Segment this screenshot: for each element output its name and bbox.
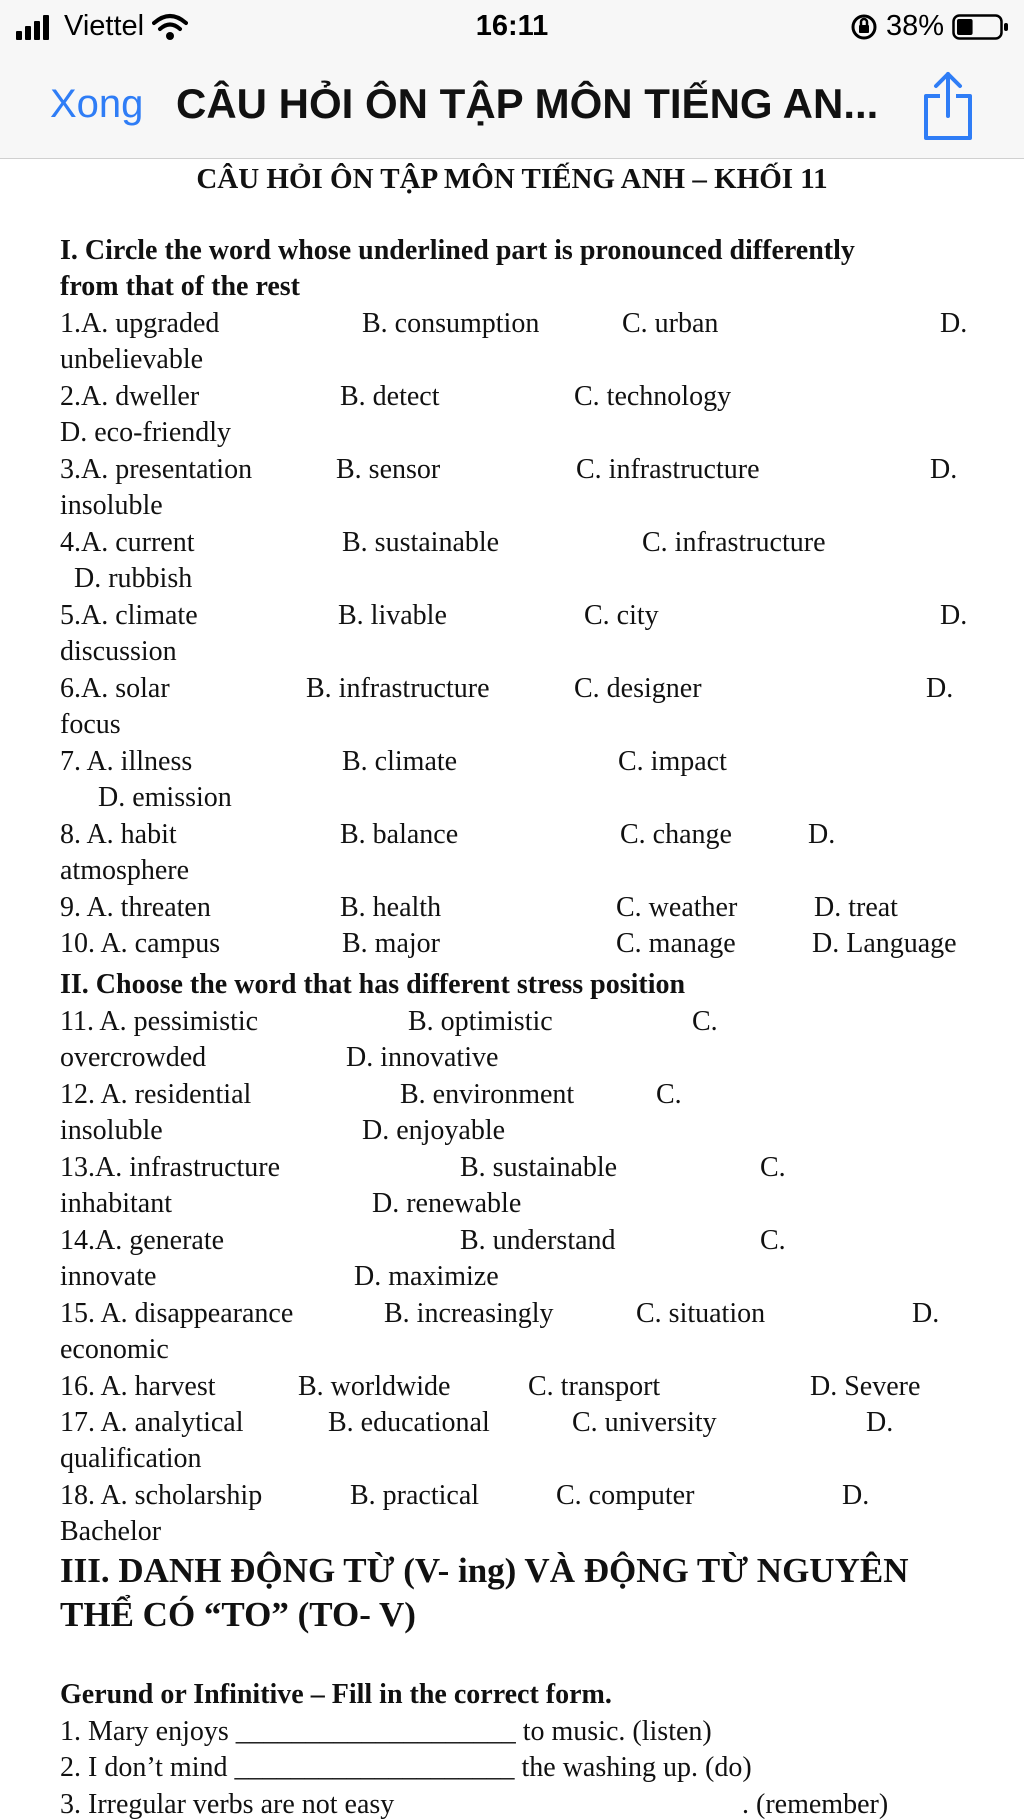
exercise-item: 1. Mary enjoys ____________________ to music. (listen) (60, 1716, 712, 1747)
question-row (0, 1152, 1024, 1188)
option-c: C. city (584, 600, 659, 631)
option-a: 5.A. climate (60, 600, 198, 631)
question-row (0, 819, 1024, 855)
option-d: D. (940, 600, 968, 631)
option-b: B. sustainable (460, 1152, 618, 1183)
question-row (0, 928, 1024, 964)
question-row (0, 308, 1024, 344)
option-d: D. (866, 1407, 894, 1438)
option-c: C. university (572, 1407, 717, 1438)
option-d: D. (842, 1480, 870, 1511)
share-button[interactable] (922, 70, 974, 147)
option-b: B. optimistic (408, 1006, 553, 1037)
option-c: C. designer (574, 673, 702, 704)
battery-icon (952, 13, 1010, 41)
question-wrap: D. rubbish (74, 563, 193, 594)
question-row (0, 1298, 1024, 1334)
exercise-item: 3. Irregular verbs are not easy . (remember) (60, 1789, 889, 1820)
option-d: D. (808, 819, 836, 850)
option-c: C. weather (616, 892, 738, 923)
question-wrap: atmosphere (60, 855, 190, 886)
question-row (0, 1079, 1024, 1115)
question-row (0, 381, 1024, 417)
nav-bar (0, 52, 1024, 159)
question-row (0, 1371, 1024, 1407)
option-d: D. (912, 1298, 940, 1329)
option-b: B. educational (328, 1407, 490, 1438)
question-wrap: innovate D. maximize (60, 1261, 499, 1292)
question-row (0, 1407, 1024, 1443)
section-heading: THỂ CÓ “TO” (TO- V) (60, 1595, 416, 1634)
section-heading: I. Circle the word whose underlined part is pronounced differently (60, 235, 855, 266)
option-a: 4.A. current (60, 527, 195, 558)
question-wrap: insoluble D. enjoyable (60, 1115, 506, 1146)
option-a: 6.A. solar (60, 673, 170, 704)
share-icon (922, 70, 974, 142)
option-b: B. infrastructure (306, 673, 490, 704)
option-b: B. balance (340, 819, 459, 850)
option-c: C. infrastructure (642, 527, 826, 558)
section-heading: II. Choose the word that has different stress position (60, 969, 686, 1000)
question-wrap: D. eco-friendly (60, 417, 232, 448)
exercise-item: 2. I don’t mind ____________________ the washing up. (do) (60, 1752, 752, 1783)
question-row (0, 1006, 1024, 1042)
option-a: 10. A. campus (60, 928, 221, 959)
option-b: B. sensor (336, 454, 441, 485)
question-wrap: overcrowded D. innovative (60, 1042, 499, 1073)
option-b: B. understand (460, 1225, 616, 1256)
section-heading: III. DANH ĐỘNG TỪ (V- ing) VÀ ĐỘNG TỪ NGUYÊN (60, 1551, 909, 1590)
option-d: D. Severe (810, 1371, 921, 1402)
option-c: C. infrastructure (576, 454, 760, 485)
question-wrap: discussion (60, 636, 177, 667)
carrier-name: Viettel (64, 10, 145, 42)
question-row (0, 892, 1024, 928)
status-bar (0, 0, 1024, 52)
status-time: 16:11 (475, 10, 549, 42)
option-b: B. major (342, 928, 440, 959)
question-wrap: economic (60, 1334, 169, 1365)
option-c: C. transport (528, 1371, 661, 1402)
option-c: C. urban (622, 308, 719, 339)
option-c: C. (656, 1079, 682, 1110)
option-c: C. impact (618, 746, 727, 777)
option-a: 9. A. threaten (60, 892, 211, 923)
option-a: 17. A. analytical (60, 1407, 244, 1438)
question-row (0, 746, 1024, 782)
option-a: 8. A. habit (60, 819, 177, 850)
option-b: B. practical (350, 1480, 480, 1511)
option-b: B. livable (338, 600, 447, 631)
orientation-lock-icon (850, 13, 878, 41)
option-a: 12. A. residential (60, 1079, 252, 1110)
option-b: B. increasingly (384, 1298, 554, 1329)
option-c: C. (760, 1152, 786, 1183)
question-row (0, 1225, 1024, 1261)
battery-percent: 38% (885, 10, 944, 42)
question-row (0, 1480, 1024, 1516)
question-wrap: D. emission (98, 782, 232, 813)
option-a: 13.A. infrastructure (60, 1152, 281, 1183)
option-b: B. health (340, 892, 442, 923)
option-a: 2.A. dweller (60, 381, 200, 412)
option-b: B. worldwide (298, 1371, 451, 1402)
question-row (0, 454, 1024, 490)
section-heading: from that of the rest (60, 271, 301, 302)
question-wrap: unbelievable (60, 344, 204, 375)
question-wrap: insoluble (60, 490, 163, 521)
document-title: CÂU HỎI ÔN TẬP MÔN TIẾNG AN... (176, 80, 879, 127)
question-row (0, 673, 1024, 709)
option-a: 14.A. generate (60, 1225, 225, 1256)
done-button[interactable]: Xong (50, 82, 144, 126)
option-a: 3.A. presentation (60, 454, 253, 485)
option-d: D. (940, 308, 968, 339)
option-d: D. treat (814, 892, 898, 923)
option-c: C. change (620, 819, 732, 850)
option-a: 1.A. upgraded (60, 308, 220, 339)
question-wrap: qualification (60, 1443, 202, 1474)
question-wrap: Bachelor (60, 1516, 162, 1547)
option-d: D. (930, 454, 958, 485)
option-c: C. situation (636, 1298, 766, 1329)
option-c: C. (692, 1006, 718, 1037)
option-a: 16. A. harvest (60, 1371, 216, 1402)
page-title: CÂU HỎI ÔN TẬP MÔN TIẾNG ANH – KHỐI 11 (196, 163, 828, 195)
option-c: C. computer (556, 1480, 695, 1511)
option-b: B. climate (342, 746, 458, 777)
option-a: 11. A. pessimistic (60, 1006, 259, 1037)
status-right (850, 10, 1010, 43)
option-c: C. manage (616, 928, 736, 959)
option-d: D. (926, 673, 954, 704)
option-a: 15. A. disappearance (60, 1298, 294, 1329)
option-a: 18. A. scholarship (60, 1480, 263, 1511)
question-row (0, 527, 1024, 563)
option-c: C. (760, 1225, 786, 1256)
option-b: B. detect (340, 381, 440, 412)
option-a: 7. A. illness (60, 746, 193, 777)
option-b: B. sustainable (342, 527, 500, 558)
option-b: B. consumption (362, 308, 540, 339)
option-d: D. Language (812, 928, 957, 959)
option-b: B. environment (400, 1079, 575, 1110)
question-wrap: focus (60, 709, 121, 740)
document-page (0, 159, 1024, 1820)
exercise-instruction: Gerund or Infinitive – Fill in the correct form. (60, 1679, 612, 1710)
question-row (0, 600, 1024, 636)
option-c: C. technology (574, 381, 732, 412)
question-wrap: inhabitant D. renewable (60, 1188, 522, 1219)
